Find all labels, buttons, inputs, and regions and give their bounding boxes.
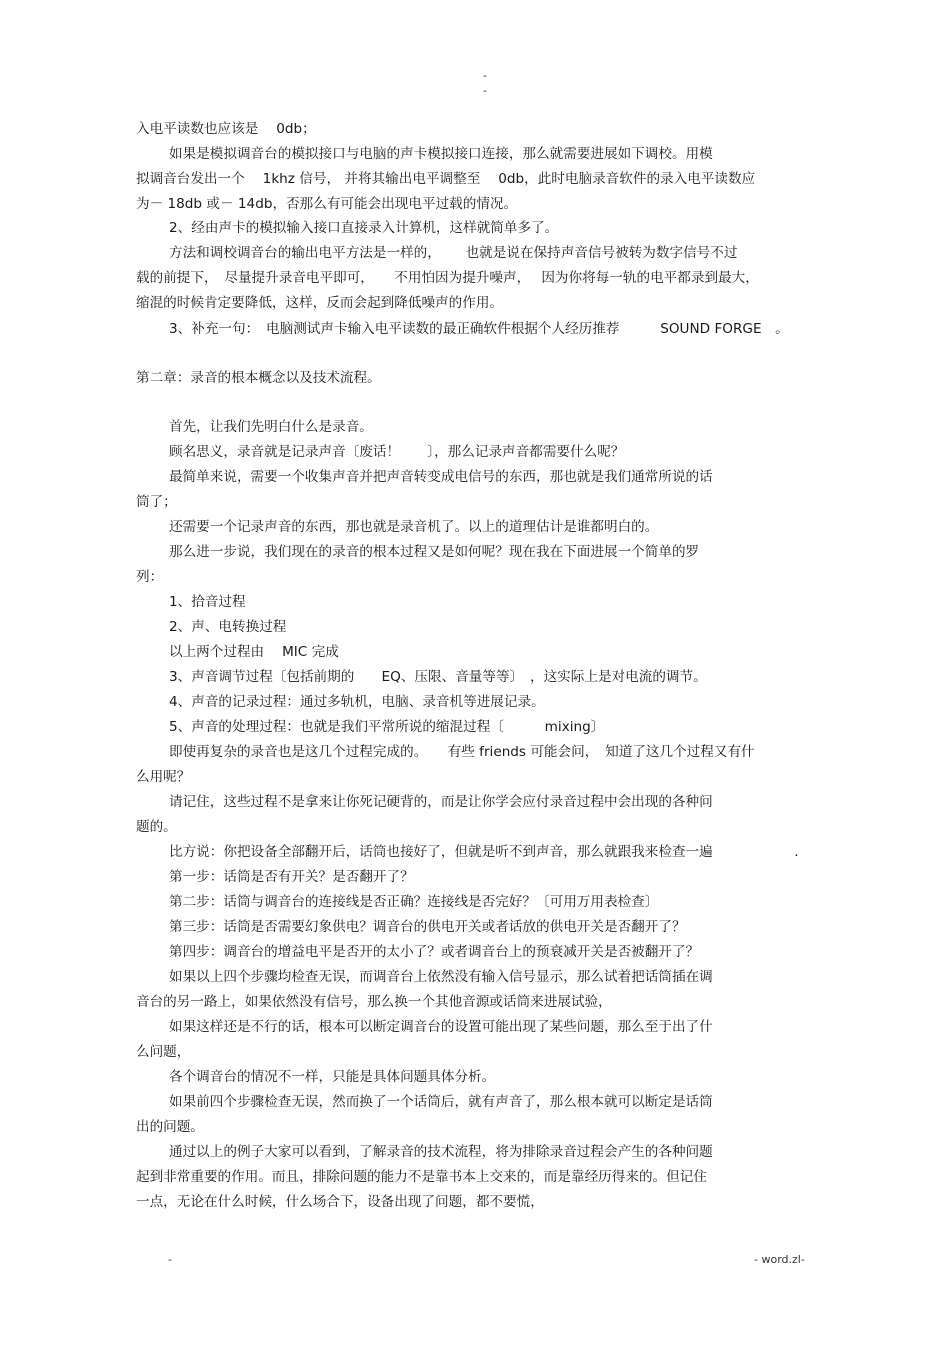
text-line: 为－ 18db 或－ 14db，否那么有可能会出现电平过载的情况。 xyxy=(136,196,518,212)
text-line: 即使再复杂的录音也是这几个过程完成的。 有些 friends 可能会问， 知道了这几个过程又有什 xyxy=(169,744,755,760)
text-line: 顾名思义，录音就是记录声音〔废话！ 〕，那么记录声音都需要什么呢？ xyxy=(169,444,625,460)
list-item: 4、声音的记录过程：通过多轨机，电脑、录音机等进展记录。 xyxy=(169,694,545,710)
header-mark-1: - xyxy=(483,69,487,82)
text-line: 最简单来说，需要一个收集声音并把声音转变成电信号的东西，那也就是我们通常所说的话 xyxy=(169,469,713,485)
list-item: 2、声、电转换过程 xyxy=(169,619,287,635)
text-line: 如果以上四个步骤均检查无误，而调音台上依然没有输入信号显示，那么试着把话筒插在调 xyxy=(169,969,713,985)
text-line: 那么进一步说，我们现在的录音的根本过程又是如何呢？现在我在下面进展一个简单的罗 xyxy=(169,544,700,560)
text-line: 么问题， xyxy=(136,1044,191,1060)
text-line: 还需要一个记录声音的东西，那也就是录音机了。以上的道理估计是谁都明白的。 xyxy=(169,519,659,535)
text-line: 载的前提下， 尽量提升录音电平即可， 不用怕因为提升噪声， 因为你将每一轨的电平都录到最大， xyxy=(136,270,759,286)
text-line: 音台的另一路上，如果依然没有信号，那么换一个其他音源或话筒来进展试验， xyxy=(136,994,612,1010)
text-line: 2、经由声卡的模拟输入接口直接录入计算机，这样就简单多了。 xyxy=(169,220,559,236)
text-line: 以上两个过程由 MIC 完成 xyxy=(169,644,339,660)
step-item: 第四步：调音台的增益电平是否开的太小了？或者调音台上的预衰减开关是否被翻开了？ xyxy=(169,944,700,960)
text-line: 一点，无论在什么时候，什么场合下，设备出现了问题，都不要慌， xyxy=(136,1194,544,1210)
text-line: 起到非常重要的作用。而且，排除问题的能力不是靠书本上交来的，而是靠经历得来的。但记住 xyxy=(136,1169,707,1185)
text-line: 3、补充一句： 电脑测试声卡输入电平读数的最正确软件根据个人经历推荐 SOUND FORGE 。 xyxy=(169,321,789,337)
list-item: 3、声音调节过程〔包括前期的 EQ、压限、音量等等〕 ，这实际上是对电流的调节。 xyxy=(169,669,707,685)
step-item: 第三步：话筒是否需要幻象供电？调音台的供电开关或者话放的供电开关是否翻开了？ xyxy=(169,919,686,935)
text-line: 拟调音台发出一个 1khz 信号， 并将其输出电平调整至 0db，此时电脑录音软件的录入电平读数应 xyxy=(136,171,756,187)
text-line: 如果前四个步骤检查无误，然而换了一个话筒后，就有声音了，那么根本就可以断定是话筒 xyxy=(169,1094,713,1110)
text-line: 题的。 xyxy=(136,819,177,835)
footer-left-mark: - xyxy=(168,1253,172,1266)
text-line: 列： xyxy=(136,569,164,585)
chapter-heading: 第二章：录音的根本概念以及技术流程。 xyxy=(136,370,381,386)
text-line: 如果是模拟调音台的模拟接口与电脑的声卡模拟接口连接，那么就需要进展如下调校。用模 xyxy=(169,146,713,162)
text-line: 缩混的时候肯定要降低，这样，反而会起到降低噪声的作用。 xyxy=(136,295,504,311)
step-item: 第二步：话筒与调音台的连接线是否正确？连接线是否完好？〔可用万用表检查〕 xyxy=(169,894,659,910)
text-line: 比方说：你把设备全部翻开后，话筒也接好了，但就是听不到声音，那么就跟我来检查一遍 . xyxy=(169,844,799,860)
text-line: 各个调音台的情况不一样，只能是具体问题具体分析。 xyxy=(169,1069,496,1085)
text-line: 么用呢？ xyxy=(136,769,191,785)
list-item: 1、拾音过程 xyxy=(169,594,246,610)
text-line: 出的问题。 xyxy=(136,1119,204,1135)
text-line: 请记住，这些过程不是拿来让你死记硬背的，而是让你学会应付录音过程中会出现的各种问 xyxy=(169,794,713,810)
text-line: 入电平读数也应该是 0db； xyxy=(136,121,316,137)
text-line: 方法和调校调音台的输出电平方法是一样的， 也就是说在保持声音信号被转为数字信号不过 xyxy=(169,245,738,261)
text-line: 筒了； xyxy=(136,494,177,510)
text-line: 通过以上的例子大家可以看到，了解录音的技术流程，将为排除录音过程会产生的各种问题 xyxy=(169,1144,713,1160)
step-item: 第一步：话筒是否有开关？是否翻开了？ xyxy=(169,869,414,885)
header-mark-2: - xyxy=(483,84,487,97)
text-line: 首先，让我们先明白什么是录音。 xyxy=(169,419,373,435)
text-line: 如果这样还是不行的话，根本可以断定调音台的设置可能出现了某些问题，那么至于出了什 xyxy=(169,1019,713,1035)
footer-source: - word.zl- xyxy=(754,1253,805,1266)
list-item: 5、声音的处理过程：也就是我们平常所说的缩混过程〔 mixing〕 xyxy=(169,719,605,735)
